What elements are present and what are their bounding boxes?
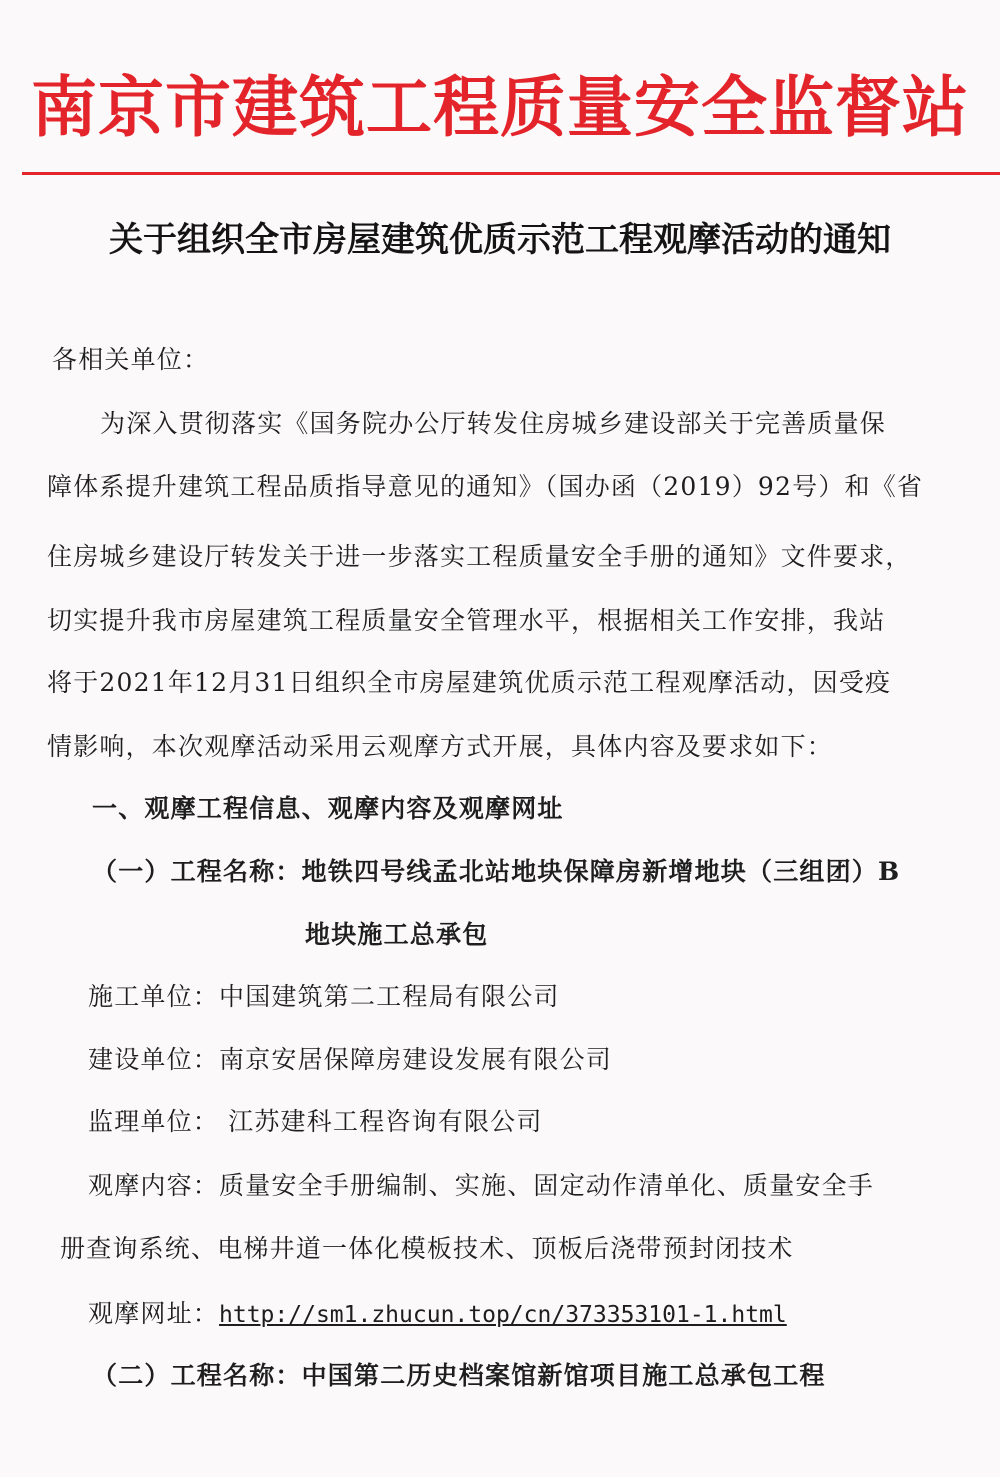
notice-title: 关于组织全市房屋建筑优质示范工程观摩活动的通知 (109, 220, 891, 260)
project-1-url-row (88, 1294, 787, 1335)
intro-line-5: 将于2021年12月31日组织全市房屋建筑优质示范工程观摩活动，因受疫 (47, 668, 892, 697)
intro-line-4: 切实提升我市房屋建筑工程质量安全管理水平，根据相关工作安排，我站 (47, 606, 886, 635)
project-1-content-line-1: 观摩内容：质量安全手册编制、实施、固定动作清单化、质量安全手 (88, 1171, 875, 1200)
project-1-developer: 建设单位：南京安居保障房建设发展有限公司 (88, 1045, 613, 1074)
section-heading-1: 一、观摩工程信息、观摩内容及观摩网址 (92, 794, 564, 823)
project-2-heading: （二）工程名称：中国第二历史档案馆新馆项目施工总承包工程 (92, 1361, 826, 1390)
intro-line-2: 障体系提升建筑工程品质指导意见的通知》（国办函（2019）92号）和《省 (47, 472, 924, 501)
intro-line-3: 住房城乡建设厅转发关于进一步落实工程质量安全手册的通知》文件要求， (47, 542, 912, 571)
intro-line-6: 情影响，本次观摩活动采用云观摩方式开展，具体内容及要求如下： (47, 732, 834, 761)
project-1-url-label: 观摩网址： (88, 1299, 220, 1328)
project-1-heading-line-1: （一）工程名称：地铁四号线孟北站地块保障房新增地块（三组团）B (92, 857, 901, 886)
project-1-content-line-2: 册查询系统、电梯井道一体化模板技术、顶板后浇带预封闭技术 (60, 1234, 794, 1263)
project-1-heading-line-2: 地块施工总承包 (305, 920, 489, 949)
letterhead-rule (22, 172, 1000, 175)
letterhead-title: 南京市建筑工程质量安全监督站 (31, 69, 969, 146)
project-1-url-link[interactable]: http://sm1.zhucun.top/cn/373353101-1.html (219, 1302, 787, 1328)
project-1-supervisor: 监理单位： 江苏建科工程咨询有限公司 (88, 1107, 543, 1136)
project-1-contractor: 施工单位：中国建筑第二工程局有限公司 (88, 982, 560, 1011)
intro-line-1: 为深入贯彻落实《国务院办公厅转发住房城乡建设部关于完善质量保 (100, 409, 887, 438)
salutation: 各相关单位： (52, 345, 210, 374)
